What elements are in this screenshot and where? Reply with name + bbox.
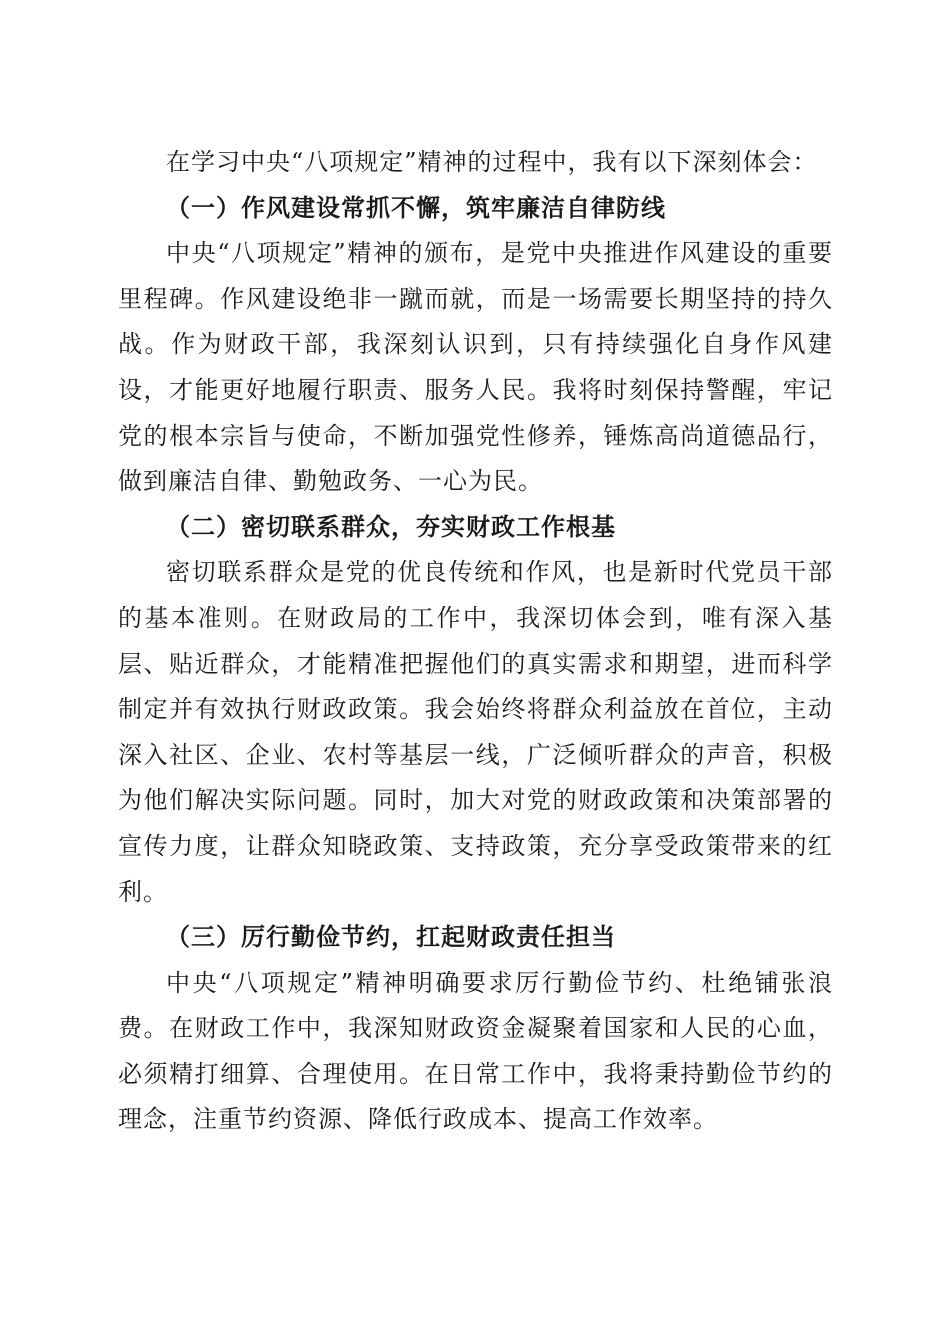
section-paragraph-2: 密切联系群众是党的优良传统和作风，也是新时代党员干部的基本准则。在财政局的工作中，我深切体会到，唯有深入基层、贴近群众，才能精准把握他们的真实需求和期望，进而科学制定并有效执行财政政策。我会始终将群众利益放在首位，主动深入社区、企业、农村等基层一线，广泛倾听群众的声音，积极为他们解决实际问题。同时，加大对党的财政政策和决策部署的宣传力度，让群众知晓政策、支持政策，充分享受政策带来的红利。 xyxy=(118,558,833,906)
section-heading-1: （一）作风建设常抓不懈，筑牢廉洁自律防线 xyxy=(166,193,666,222)
section-heading-2: （二）密切联系群众，夯实财政工作根基 xyxy=(166,512,616,541)
document-body xyxy=(118,140,833,1143)
section-paragraph-3: 中央“八项规定”精神明确要求厉行勤俭节约、杜绝铺张浪费。在财政工作中，我深知财政资金凝聚着国家和人民的心血，必须精打细算、合理使用。在日常工作中，我将秉持勤俭节约的理念，注重节约资源、降低行政成本、提高工作效率。 xyxy=(118,968,833,1134)
section-heading-3: （三）厉行勤俭节约，扛起财政责任担当 xyxy=(166,923,616,952)
section-paragraph-1: 中央“八项规定”精神的颁布，是党中央推进作风建设的重要里程碑。作风建设绝非一蹴而就，而是一场需要长期坚持的持久战。作为财政干部，我深刻认识到，只有持续强化自身作风建设，才能更好地履行职责、服务人民。我将时刻保持警醒，牢记党的根本宗旨与使命，不断加强党性修养，锤炼高尚道德品行，做到廉洁自律、勤勉政务、一心为民。 xyxy=(118,239,833,496)
intro-paragraph: 在学习中央“八项规定”精神的过程中，我有以下深刻体会： xyxy=(166,148,818,176)
